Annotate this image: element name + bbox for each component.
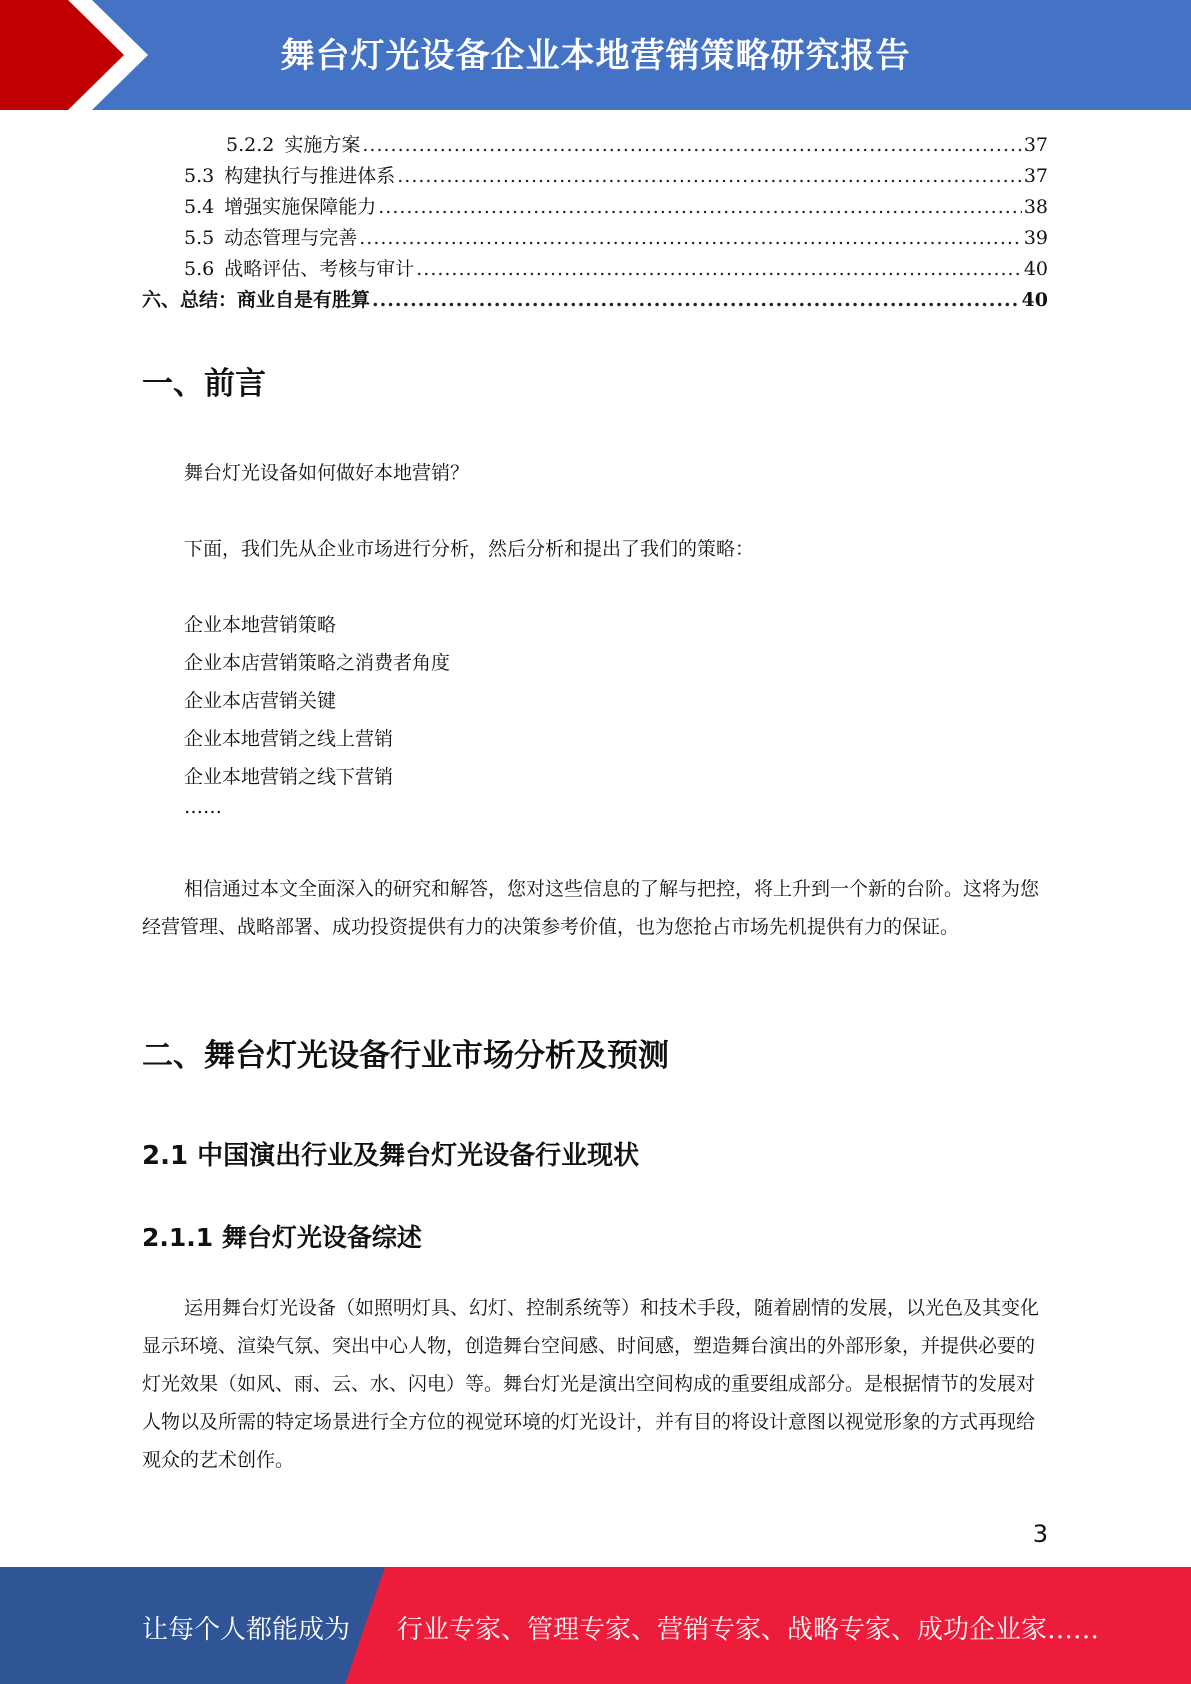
toc-entry-label: 实施方案 xyxy=(284,134,361,156)
footer-slogan-right: 行业专家、管理专家、营销专家、战略专家、成功企业家…… xyxy=(397,1615,1100,1645)
toc-entry-page: 38 xyxy=(1023,196,1048,218)
toc-entry-number: 5.2.2 xyxy=(226,134,275,156)
toc-entry[interactable] xyxy=(142,254,1048,285)
toc-dot-leader xyxy=(378,196,1022,218)
preface-question: 舞台灯光设备如何做好本地营销？ xyxy=(184,462,470,484)
page-header xyxy=(0,0,1191,110)
toc-entry-label: 构建执行与推进体系 xyxy=(224,165,396,187)
report-title: 舞台灯光设备企业本地营销策略研究报告 xyxy=(280,36,911,76)
toc-entry[interactable] xyxy=(142,285,1048,316)
toc-entry-number: 5.3 xyxy=(184,165,215,187)
toc-entry-page: 37 xyxy=(1023,165,1048,187)
table-of-contents xyxy=(142,130,1048,316)
strategy-list-ellipsis: …… xyxy=(184,796,222,818)
toc-entry[interactable] xyxy=(142,223,1048,254)
toc-entry[interactable] xyxy=(142,161,1048,192)
strategy-list-item: 企业本地营销策略 xyxy=(184,614,337,636)
subsection-heading-2-1-1: 2.1.1 舞台灯光设备综述 xyxy=(142,1223,422,1252)
toc-entry-page: 39 xyxy=(1023,227,1048,249)
toc-dot-leader xyxy=(359,227,1022,249)
toc-dot-leader xyxy=(362,134,1021,156)
toc-entry-label: 六、总结：商业自是有胜算 xyxy=(142,289,371,311)
preface-intro: 下面，我们先从企业市场进行分析，然后分析和提出了我们的策略： xyxy=(184,538,755,560)
page-number: 3 xyxy=(1032,1520,1048,1548)
page-footer xyxy=(0,1567,1191,1684)
toc-entry-label: 动态管理与完善 xyxy=(224,227,358,249)
section-heading-market-analysis: 二、舞台灯光设备行业市场分析及预测 xyxy=(142,1038,669,1074)
toc-dot-leader xyxy=(372,289,1020,311)
toc-entry-number: 5.5 xyxy=(184,227,215,249)
strategy-list-item: 企业本地营销之线下营销 xyxy=(184,766,394,788)
strategy-list-item: 企业本地营销之线上营销 xyxy=(184,728,394,750)
toc-entry-number: 5.6 xyxy=(184,258,215,280)
strategy-list-item: 企业本店营销策略之消费者角度 xyxy=(184,652,451,674)
overview-paragraph: 运用舞台灯光设备（如照明灯具、幻灯、控制系统等）和技术手段，随着剧情的发展，以光色及其变化显示环境、渲染气氛、突出中心人物，创造舞台空间感、时间感，塑造舞台演出的外部形象，并提供必要的灯光效果（如风、雨、云、水、闪电）等。舞台灯光是演出空间构成的重要组成部分。是根据情节的发展对人物以及所需的特定场景进行全方位的视觉环境的灯光设计，并有目的将设计意图以视觉形象的方式再现给观众的艺术创作。 xyxy=(142,1297,1040,1471)
toc-entry-page: 40 xyxy=(1023,258,1048,280)
toc-dot-leader xyxy=(397,165,1022,187)
preface-closing-paragraph: 相信通过本文全面深入的研究和解答，您对这些信息的了解与把控，将上升到一个新的台阶。这将为您经营管理、战略部署、成功投资提供有力的决策参考价值，也为您抢占市场先机提供有力的保证。 xyxy=(142,878,1040,938)
toc-entry-page: 40 xyxy=(1021,289,1048,311)
toc-entry[interactable] xyxy=(142,192,1048,223)
subsection-heading-2-1: 2.1 中国演出行业及舞台灯光设备行业现状 xyxy=(142,1141,640,1171)
toc-dot-leader xyxy=(416,258,1022,280)
toc-entry[interactable] xyxy=(142,130,1048,161)
toc-entry-number: 5.4 xyxy=(184,196,215,218)
toc-entry-page: 37 xyxy=(1023,134,1048,156)
toc-entry-label: 战略评估、考核与审计 xyxy=(224,258,415,280)
strategy-list-item: 企业本店营销关键 xyxy=(184,690,337,712)
section-heading-preface: 一、前言 xyxy=(142,366,266,402)
toc-entry-label: 增强实施保障能力 xyxy=(224,196,377,218)
footer-slogan-left: 让每个人都能成为 xyxy=(142,1615,351,1645)
